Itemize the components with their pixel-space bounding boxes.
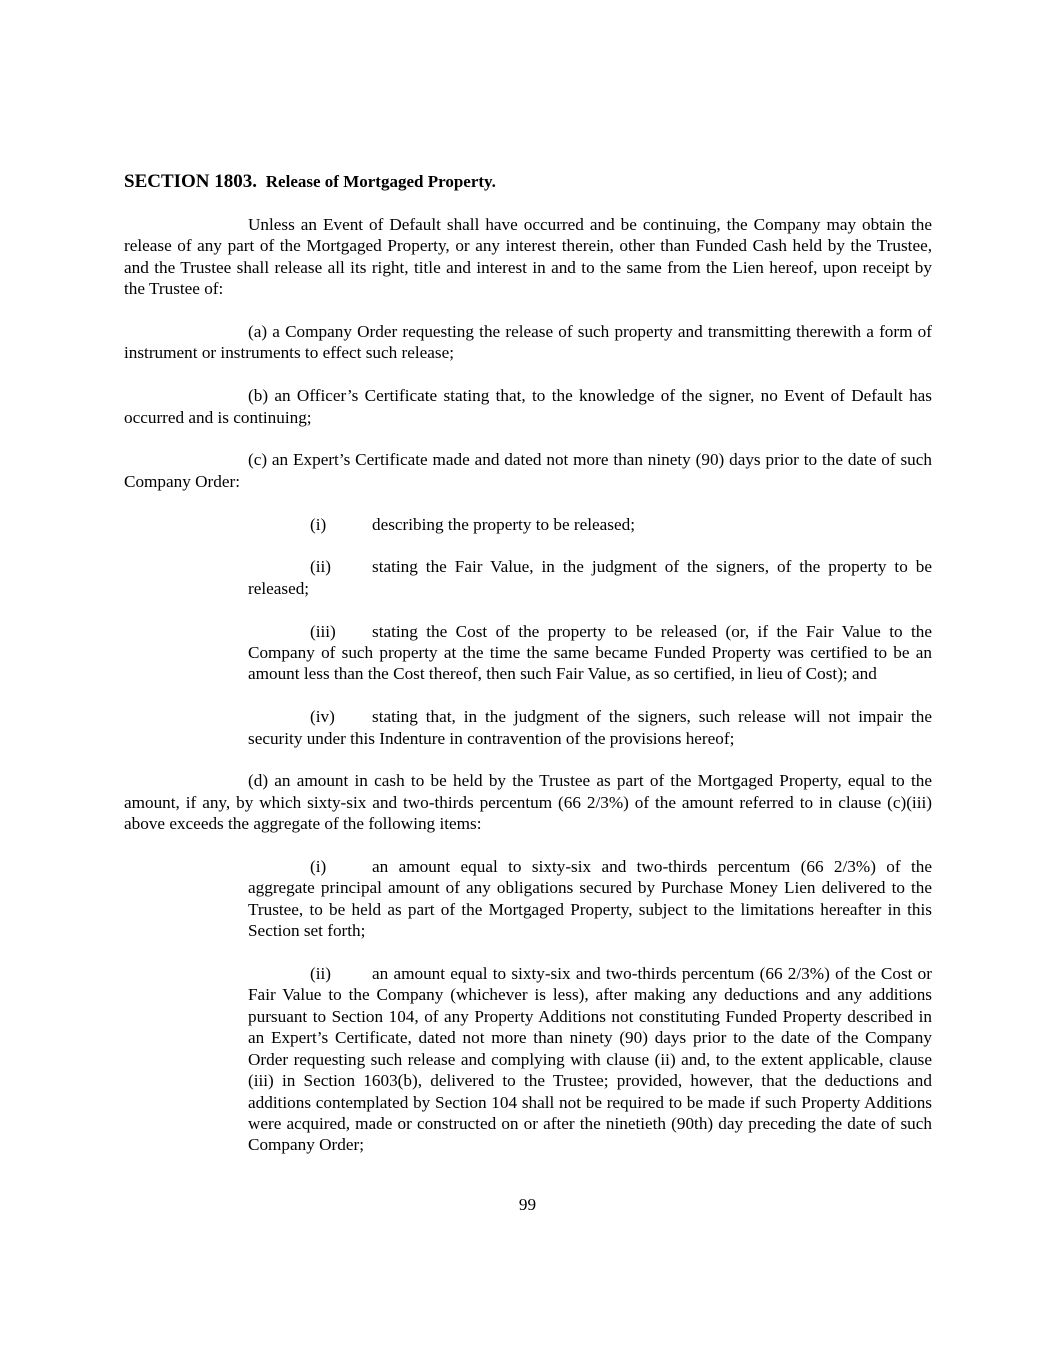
- clause-c-item: [248, 621, 932, 685]
- section-title: Release of Mortgaged Property.: [265, 172, 496, 191]
- page-number: 99: [518, 1195, 537, 1214]
- clause-c-item: [248, 706, 932, 749]
- item-number: (ii): [310, 964, 331, 984]
- clause-d: (d) an amount in cash to be held by the Trustee as part of the Mortgaged Property, equal to the amount, if any, by which sixty-six and two-thirds percentum (66 2/3%) of the amount referred to in clause (c)(iii) above exceeds the aggregate of the following items:: [124, 771, 932, 834]
- clause-c: (c) an Expert’s Certificate made and dated not more than ninety (90) days prior to the date of such Company Order:: [124, 450, 932, 491]
- section-heading: [124, 171, 932, 193]
- document-body: [124, 171, 932, 1177]
- clause-b: (b) an Officer’s Certificate stating that, to the knowledge of the signer, no Event of Default has occurred and is continuing;: [124, 386, 932, 427]
- clause-a: (a) a Company Order requesting the release of such property and transmitting therewith a form of instrument or instruments to effect such release;: [124, 322, 932, 363]
- clause-c-item: [248, 556, 932, 599]
- item-number: (iv): [310, 707, 335, 727]
- item-text: describing the property to be released;: [372, 514, 635, 534]
- item-text: stating the Fair Value, in the judgment of the signers, of the property to be released;: [248, 557, 932, 598]
- item-text: stating the Cost of the property to be released (or, if the Fair Value to the Company of such property at the time the same became Funded Property was certified to be an amount less than the Cost thereof, then such Fair Value, as so certified, in lieu of Cost); and: [248, 621, 932, 684]
- clause-c-item: [248, 514, 932, 535]
- item-text: an amount equal to sixty-six and two-thirds percentum (66 2/3%) of the Cost or Fair Value to the Company (whichever is less), after making any deductions and any additions pursuant to Section 104, of any Property Additions not constituting Funded Property described in an Expert’s Certificate, dated not more than ninety (90) days prior to the date of the Company Order requesting such release and complying with clause (ii) and, to the extent applicable, clause (iii) in Section 1603(b), delivered to the Trustee; provided, however, that the deductions and additions contemplated by Section 104 shall not be required to be made if such Property Additions were acquired, made or constructed on or after the ninetieth (90th) day preceding the date of such Company Order;: [248, 964, 932, 1155]
- item-text: stating that, in the judgment of the signers, such release will not impair the security under this Indenture in contravention of the provisions hereof;: [248, 707, 932, 748]
- intro-paragraph: Unless an Event of Default shall have occurred and be continuing, the Company may obtain the release of any part of the Mortgaged Property, or any interest therein, other than Funded Cash held by the Trustee, and the Trustee shall release all its right, title and interest in and to the same from the Lien hereof, upon receipt by the Trustee of:: [124, 215, 932, 299]
- item-number: (i): [310, 857, 327, 877]
- item-number: (ii): [310, 557, 331, 577]
- item-number: (iii): [310, 621, 336, 641]
- item-text: an amount equal to sixty-six and two-thirds percentum (66 2/3%) of the aggregate principal amount of any obligations secured by Purchase Money Lien delivered to the Trustee, to be held as part of the Mortgaged Property, subject to the limitations hereafter in this Section set forth;: [248, 857, 932, 941]
- section-number: SECTION 1803.: [124, 171, 258, 192]
- item-number: (i): [310, 514, 327, 534]
- clause-d-item: [248, 856, 932, 942]
- clause-d-item: [248, 963, 932, 1156]
